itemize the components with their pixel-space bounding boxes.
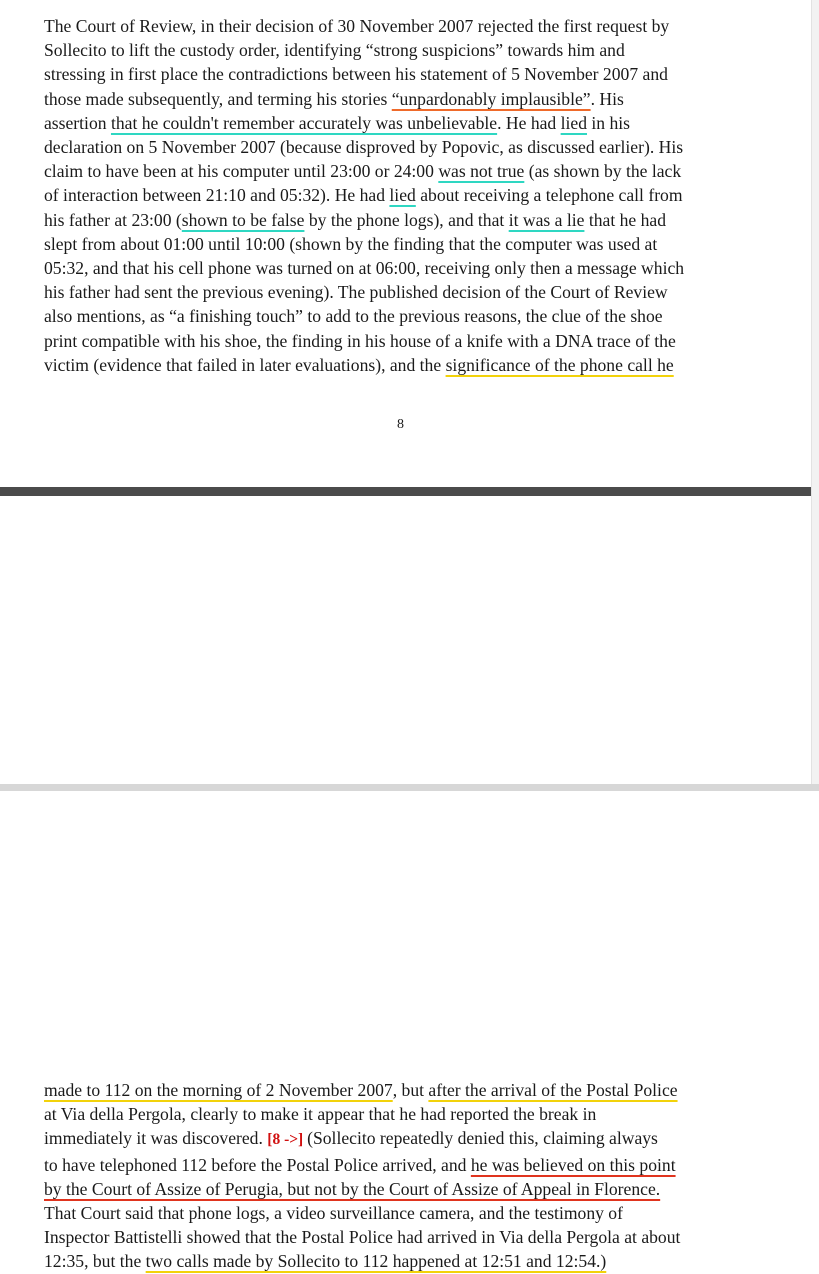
text-run: his father at 23:00 ( [44,209,182,230]
text-line [44,135,768,159]
underlined-phrase: by the Court of Assize of Perugia, but not by the Court of Assize of Appeal in Florence. [44,1178,661,1199]
text-line [44,62,768,86]
underlined-phrase: he was believed on this point [470,1154,676,1175]
underlined-phrase: significance of the phone call he [445,354,674,375]
text-line [44,1153,768,1177]
underlined-phrase: after the arrival of the Postal Police [428,1080,678,1100]
underlined-phrase: made to 112 on the morning of 2 November 2007 [44,1080,393,1100]
text-run: The Court of Review, in their decision of 30 November 2007 rejected the first request by [44,16,670,36]
text-run: claim to have been at his computer until 23:00 or 24:00 [44,161,439,182]
text-run: his father had sent the previous evening). The published decision of the Court of Review [44,282,668,303]
text-run: victim (evidence that failed in later evaluations), and the [44,354,446,375]
scrollbar-track[interactable] [811,0,819,791]
text-run: by the phone logs), and that [304,209,509,230]
text-line [44,87,768,111]
underlined-phrase: lied [389,185,416,206]
text-run: about receiving a telephone call from [415,185,683,206]
text-run: in his [587,112,631,133]
text-line [44,256,768,280]
underlined-phrase: shown to be false [181,209,305,230]
text-line [44,208,768,232]
text-line [44,14,768,38]
text-run: . He had [497,112,561,133]
underlined-phrase: lied [560,112,588,133]
paragraph-bottom [44,1078,768,1274]
text-run: slept from about 01:00 until 10:00 (shown by the finding that the computer was used at [44,233,658,254]
text-line [44,329,768,353]
text-run: stressing in first place the contradictions between his statement of 5 November 2007 and [44,64,668,85]
text-run: of interaction between 21:10 and 05:32). He had [44,185,390,206]
text-run: (Sollecito repeatedly denied this, claiming always [307,1128,658,1149]
text-line [44,304,768,328]
text-line [44,1078,768,1102]
text-run: That Court said that phone logs, a video surveillance camera, and the testimony of [44,1203,623,1224]
text-run: , but [392,1080,429,1100]
text-line [44,183,768,207]
underlined-phrase: it was a lie [508,209,585,230]
text-run: assertion [44,112,111,133]
text-line [44,1126,768,1152]
text-run: Inspector Battistelli showed that the Postal Police had arrived in Via della Pergola at about [44,1227,681,1248]
text-run: declaration on 5 November 2007 (because disproved by Popovic, as discussed earlier). His [44,137,684,158]
text-line [44,38,768,62]
text-run: Sollecito to lift the custody order, identifying “strong suspicions” towards him and [44,40,625,61]
text-run: to have telephoned 112 before the Postal Police arrived, and [44,1154,471,1175]
text-run: (as shown by the lack [524,161,682,182]
text-line [44,1102,768,1126]
underlined-phrase: two calls made by Sollecito to 112 happened at 12:51 and 12:54.) [145,1251,607,1272]
text-run: those made subsequently, and terming his stories [44,88,392,109]
underlined-phrase: was not true [438,161,525,182]
paragraph-top [44,14,768,377]
text-run: at Via della Pergola, clearly to make it appear that he had reported the break in [44,1104,597,1125]
text-run: 05:32, and that his cell phone was turned on at 06:00, receiving only then a message which [44,258,685,279]
text-line [44,1177,768,1201]
text-line [44,159,768,183]
text-line [44,111,768,135]
text-run: immediately it was discovered. [44,1128,268,1149]
underlined-phrase: “unpardonably implausible” [391,88,591,109]
text-line [44,280,768,304]
underlined-phrase: that he couldn't remember accurately was unbelievable [110,112,498,133]
text-run: also mentions, as “a finishing touch” to add to the previous reasons, the clue of the shoe [44,306,663,327]
text-line [44,1201,768,1225]
text-run: print compatible with his shoe, the finding in his house of a knife with a DNA trace of the [44,330,676,351]
text-run: that he had [584,209,667,230]
page-marker: [8 ->] [267,1131,308,1149]
text-line [44,1225,768,1249]
page-divider [0,487,819,496]
text-run: 12:35, but the [44,1251,146,1272]
page-number: 8 [397,417,404,432]
document-page-top [0,0,812,487]
document-page-bottom [0,496,812,1272]
text-run: . His [590,88,624,109]
bottom-edge [0,784,819,791]
text-line [44,232,768,256]
text-line [44,1249,768,1273]
text-line [44,353,768,377]
